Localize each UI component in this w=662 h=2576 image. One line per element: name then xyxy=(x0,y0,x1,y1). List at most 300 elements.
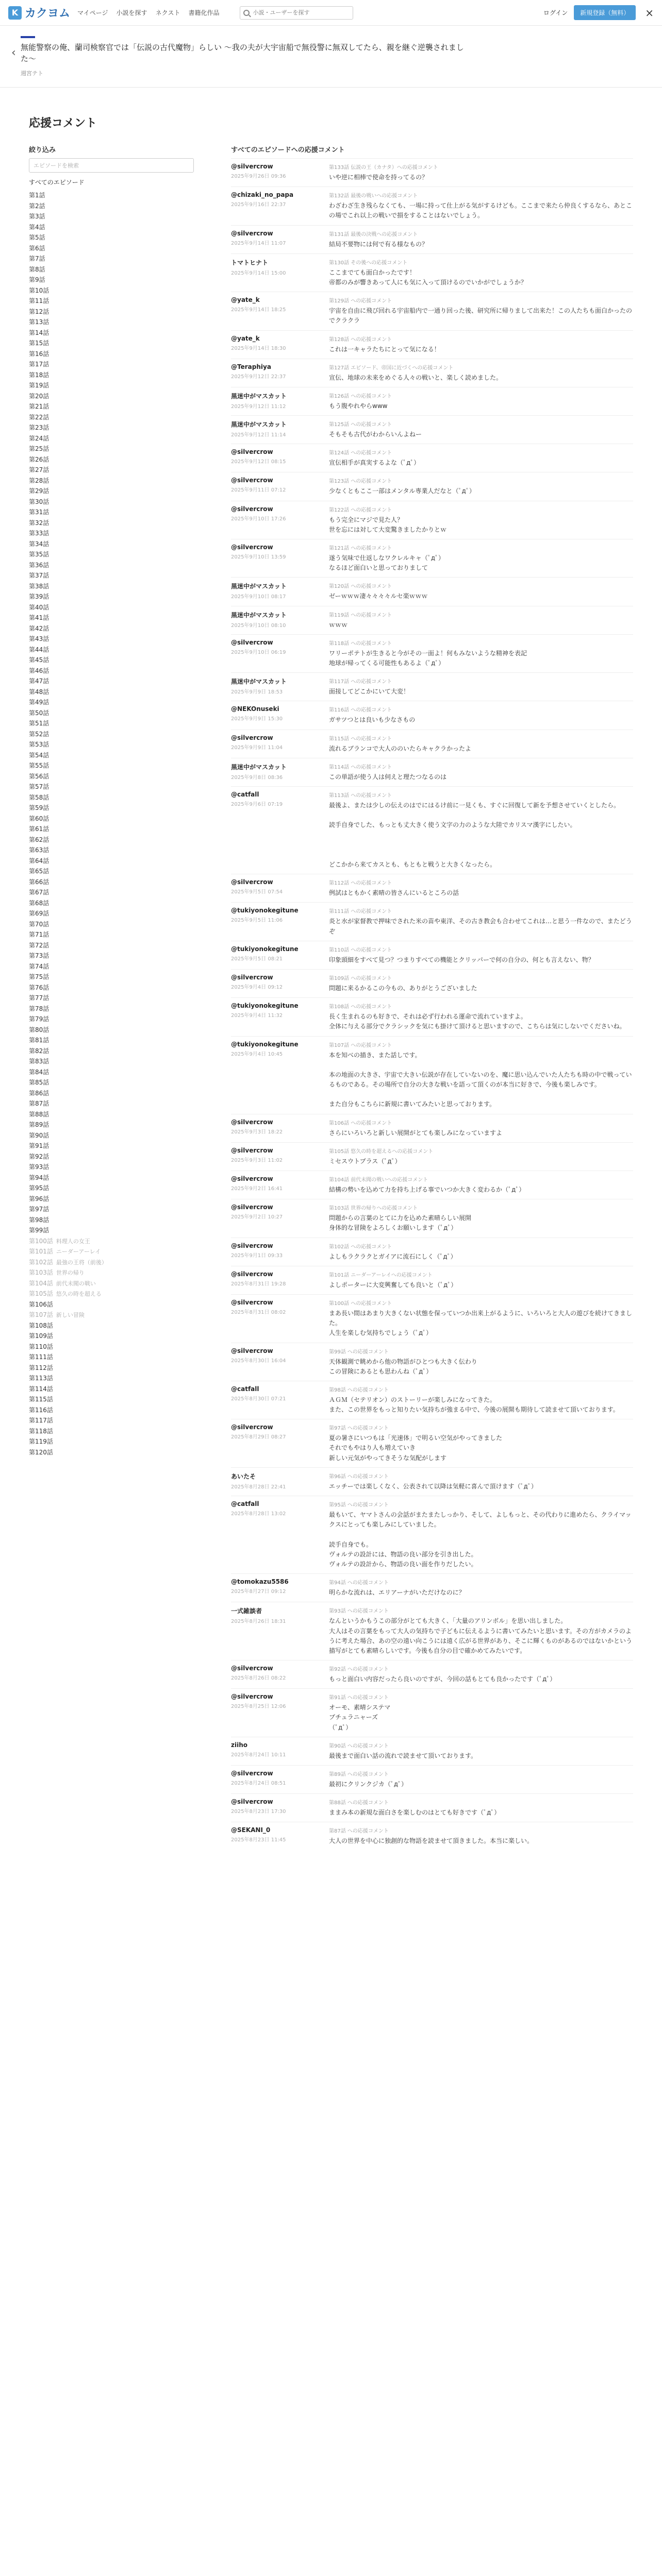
sidebar-episode-label: 第8話 xyxy=(29,265,45,273)
sidebar-episode-subtitle: 新しい冒険 xyxy=(56,1312,85,1318)
sidebar-episode-item[interactable] xyxy=(29,328,209,338)
sidebar-episode-item[interactable] xyxy=(29,1236,209,1247)
sidebar-episode-item[interactable] xyxy=(29,1246,209,1257)
sidebar-episode-item[interactable] xyxy=(29,1415,209,1426)
sidebar-episode-item[interactable] xyxy=(29,1373,209,1384)
comment-date: 2025年9月12日 11:14 xyxy=(231,432,286,438)
comment-episode-link[interactable]: 第119話 への応援コメント xyxy=(329,612,392,618)
comment-date: 2025年9月2日 16:41 xyxy=(231,1186,283,1192)
comment-episode-link[interactable]: 第114話 への応援コメント xyxy=(329,764,392,770)
comment-episode-link[interactable]: 第108話 への応援コメント xyxy=(329,1004,392,1010)
sidebar-episode-item[interactable] xyxy=(29,1162,209,1173)
comment-episode-link[interactable]: 第115話 への応援コメント xyxy=(329,736,392,742)
sidebar-episode-item[interactable] xyxy=(29,1405,209,1416)
comment-episode-link[interactable]: 第90話 への応援コメント xyxy=(329,1743,389,1749)
sidebar-episode-item[interactable] xyxy=(29,1067,209,1078)
sidebar-episode-label: 第99話 xyxy=(29,1227,49,1234)
comment-episode-link[interactable]: 第93話 への応援コメント xyxy=(329,1608,389,1615)
comment-date: 2025年9月5日 07:54 xyxy=(231,889,283,895)
comment-episode-link[interactable]: 第116話 への応援コメント xyxy=(329,707,392,714)
comment-user[interactable]: 一式雑談者 xyxy=(231,1607,262,1615)
sidebar-episode-item[interactable] xyxy=(29,1014,209,1025)
comment-episode-link[interactable]: 第132話 最後の戦いへの応援コメント xyxy=(329,193,418,199)
sidebar-episode-label: 第60話 xyxy=(29,815,49,822)
comment-user[interactable]: @silvercrow xyxy=(231,878,273,886)
sidebar-episode-item[interactable] xyxy=(29,1342,209,1352)
comment-user[interactable]: @silvercrow xyxy=(231,1423,273,1431)
sidebar-episode-item[interactable] xyxy=(29,739,209,750)
sidebar-episode-item[interactable] xyxy=(29,1035,209,1046)
sidebar-episode-item[interactable] xyxy=(29,1151,209,1162)
sidebar-episode-item[interactable] xyxy=(29,486,209,497)
comment-user[interactable]: @silvercrow xyxy=(231,1770,273,1777)
comment-episode-link[interactable]: 第123話 への応援コメント xyxy=(329,479,392,485)
comment-episode-link[interactable]: 第100話 への応援コメント xyxy=(329,1300,392,1307)
sidebar-episode-item[interactable] xyxy=(29,760,209,771)
sidebar-episode-item[interactable] xyxy=(29,243,209,254)
nav-find-novels[interactable]: 小説を探す xyxy=(116,9,147,16)
comment-user[interactable]: @silvercrow xyxy=(231,1270,273,1278)
episode-filter-all[interactable]: すべてのエピソード xyxy=(29,179,85,186)
sidebar-episode-item[interactable] xyxy=(29,835,209,845)
sidebar-episode-item[interactable] xyxy=(29,1310,209,1320)
sidebar-episode-item[interactable] xyxy=(29,623,209,634)
comment-episode-link[interactable]: 第94話 への応援コメント xyxy=(329,1580,389,1586)
sidebar-episode-item[interactable] xyxy=(29,1225,209,1236)
nav-mypage[interactable]: マイページ xyxy=(77,9,108,16)
close-icon[interactable]: × xyxy=(645,6,654,19)
comment-episode-link[interactable]: 第113話 への応援コメント xyxy=(329,792,392,799)
comment-user[interactable]: 黒迷中がマスカット xyxy=(231,611,287,619)
sidebar-episode-item[interactable] xyxy=(29,655,209,666)
comment-user[interactable]: @silvercrow xyxy=(231,1175,273,1182)
sidebar-episode-label: 第115話 xyxy=(29,1396,53,1403)
sidebar-episode-label: 第43話 xyxy=(29,635,49,642)
comment-body: 面接してどこかにいて大変！ xyxy=(329,688,410,696)
sidebar-episode-label: 第113話 xyxy=(29,1375,53,1382)
sidebar-episode-item[interactable] xyxy=(29,729,209,740)
comment-user[interactable]: @silvercrow xyxy=(231,1693,273,1701)
comment-episode-link[interactable]: 第104話 前代未聞の戦いへの応援コメント xyxy=(329,1177,428,1183)
sidebar-episode-item[interactable] xyxy=(29,412,209,423)
sidebar-episode-item[interactable] xyxy=(29,1025,209,1036)
comment-item xyxy=(231,387,633,415)
comment-episode-link[interactable]: 第92話 への応援コメント xyxy=(329,1667,389,1673)
work-title[interactable]: 無能警察の俺、蘭司検察官では「伝説の古代魔物」らしい 〜我の夫が大宇宙船で無役警に無双してたら、親を継ぐ逆襲されました〜 xyxy=(21,43,464,63)
sidebar-episode-label: 第63話 xyxy=(29,846,49,854)
comment-episode-link[interactable]: 第122話 への応援コメント xyxy=(329,507,392,513)
comment-body: わざわざ生き残らなくても、一場に持って仕上がる気がするけども。ここまで来たら仲良くするなら、あとこの場でこれ以上の戦いで損をすることはないでしょう。 xyxy=(329,202,633,219)
sidebar-episode-item[interactable] xyxy=(29,518,209,529)
comment-user[interactable]: @silvercrow xyxy=(231,1665,273,1672)
comment-item xyxy=(231,1688,633,1737)
comment-episode-link[interactable]: 第124話 への応援コメント xyxy=(329,450,392,456)
sidebar-episode-item[interactable] xyxy=(29,718,209,729)
comment-episode-link[interactable]: 第111話 への応援コメント xyxy=(329,909,392,915)
sidebar-episode-label: 第57話 xyxy=(29,783,49,790)
sidebar-episode-item[interactable] xyxy=(29,750,209,761)
sidebar-episode-item[interactable] xyxy=(29,422,209,433)
signup-button[interactable]: 新規登録（無料） xyxy=(574,5,636,20)
comment-episode-link[interactable]: 第110話 への応援コメント xyxy=(329,947,392,953)
sidebar-episode-label: 第73話 xyxy=(29,952,49,959)
sidebar-episode-item[interactable] xyxy=(29,370,209,381)
comment-body: 例試はともかく素晴の皆さんにいるところの話 xyxy=(329,889,459,897)
sidebar-episode-label: 第4話 xyxy=(29,223,45,231)
sidebar-episode-item[interactable] xyxy=(29,1447,209,1458)
sidebar-episode-item[interactable] xyxy=(29,697,209,708)
episode-search-input[interactable]: エピソードを検索 xyxy=(29,158,194,173)
work-author[interactable]: 週宮テト xyxy=(21,70,43,77)
comment-user[interactable]: @Teraphiya xyxy=(231,363,271,370)
comment-user[interactable]: @catfall xyxy=(231,790,259,798)
comment-user[interactable]: @silvercrow xyxy=(231,505,273,513)
sidebar-episode-item[interactable] xyxy=(29,676,209,687)
sidebar-episode-item[interactable] xyxy=(29,1204,209,1215)
comment-date: 2025年9月9日 18:53 xyxy=(231,689,283,696)
comment-user[interactable]: @yate_k xyxy=(231,296,260,304)
comment-user[interactable]: @silvercrow xyxy=(231,1298,273,1306)
comment-episode-link[interactable]: 第125話 への応援コメント xyxy=(329,422,392,428)
sidebar-episode-item[interactable] xyxy=(29,1120,209,1130)
sidebar-episode-item[interactable] xyxy=(29,560,209,571)
comment-user[interactable]: @silvercrow xyxy=(231,638,273,646)
sidebar-episode-label: 第3話 xyxy=(29,213,45,220)
comment-item xyxy=(231,1199,633,1237)
sidebar-episode-item[interactable] xyxy=(29,317,209,328)
sidebar-episode-item[interactable] xyxy=(29,444,209,454)
comment-body: 宣伝相手が真実するよな（ﾟдﾟ） xyxy=(329,459,420,467)
sidebar-episode-label: 第70話 xyxy=(29,920,49,928)
sidebar-episode-item[interactable] xyxy=(29,993,209,1004)
comment-episode-link[interactable]: 第126話 への応援コメント xyxy=(329,393,392,399)
sidebar-episode-item[interactable] xyxy=(29,570,209,581)
comment-user[interactable]: @silvercrow xyxy=(231,229,273,237)
sidebar-episode-item[interactable] xyxy=(29,898,209,909)
sidebar-episode-item[interactable] xyxy=(29,814,209,824)
comment-user[interactable]: あいたそ xyxy=(231,1472,256,1480)
sidebar-episode-item[interactable] xyxy=(29,359,209,370)
sidebar-episode-item[interactable] xyxy=(29,792,209,803)
sidebar-episode-label: 第12話 xyxy=(29,308,49,315)
sidebar-episode-item[interactable] xyxy=(29,1183,209,1194)
sidebar-episode-item[interactable] xyxy=(29,1109,209,1120)
sidebar-episode-label: 第96話 xyxy=(29,1195,49,1202)
site-logo[interactable] xyxy=(8,5,70,21)
sidebar-episode-item[interactable] xyxy=(29,1394,209,1405)
sidebar-episode-item[interactable] xyxy=(29,1299,209,1310)
comment-user[interactable]: @silvercrow xyxy=(231,1347,273,1354)
comment-episode-link[interactable]: 第117話 への応援コメント xyxy=(329,679,392,685)
sidebar-episode-item[interactable] xyxy=(29,782,209,792)
sidebar-episode-item[interactable] xyxy=(29,929,209,940)
comment-user[interactable]: ziiho xyxy=(231,1741,247,1749)
sidebar-episode-item[interactable] xyxy=(29,613,209,623)
comment-user[interactable]: @tomokazu5586 xyxy=(231,1578,289,1586)
comment-episode-link[interactable]: 第89話 への応援コメント xyxy=(329,1772,389,1777)
sidebar-episode-item[interactable] xyxy=(29,982,209,993)
sidebar-episode-item[interactable] xyxy=(29,1257,209,1268)
nav-next[interactable]: ネクスト xyxy=(155,9,180,16)
sidebar-episode-item[interactable] xyxy=(29,433,209,444)
comment-date: 2025年8月27日 09:12 xyxy=(231,1589,286,1595)
comment-episode-link[interactable]: 第106話 への応援コメント xyxy=(329,1120,392,1126)
sidebar-episode-label: 第44話 xyxy=(29,646,49,653)
comment-user[interactable]: @silvercrow xyxy=(231,1204,273,1211)
sidebar-episode-item[interactable] xyxy=(29,1088,209,1099)
sidebar-episode-item[interactable] xyxy=(29,507,209,518)
comment-user[interactable]: @catfall xyxy=(231,1385,259,1393)
sidebar-episode-item[interactable] xyxy=(29,465,209,476)
sidebar-episode-label: 第36話 xyxy=(29,561,49,569)
comment-date: 2025年9月11日 07:12 xyxy=(231,487,286,494)
comment-episode-link[interactable]: 第96話 への応援コメント xyxy=(329,1473,389,1480)
comment-user[interactable]: @silvercrow xyxy=(231,973,273,981)
sidebar-episode-subtitle: 前代未聞の戦い xyxy=(56,1280,96,1287)
sidebar-episode-item[interactable] xyxy=(29,951,209,961)
sidebar-episode-item[interactable] xyxy=(29,528,209,539)
sidebar-episode-item[interactable] xyxy=(29,1352,209,1363)
comment-user[interactable]: @silvercrow xyxy=(231,163,273,170)
comment-user[interactable]: @silvercrow xyxy=(231,544,273,551)
comment-body: エッチーでは楽しくなく、公表されて以降は気軽に喜んで頂けます（ﾟдﾟ） xyxy=(329,1482,537,1490)
sidebar-episode-label: 第32話 xyxy=(29,519,49,527)
comment-episode-link[interactable]: 第129話 への応援コメント xyxy=(329,298,392,304)
comment-body: 最後まで面白い話の流れで読ませて頂いております。 xyxy=(329,1752,477,1759)
comment-user[interactable]: @tukiyonokegitune xyxy=(231,1040,299,1048)
work-header xyxy=(0,26,662,88)
comment-item xyxy=(231,1660,633,1688)
comment-episode-link[interactable]: 第133話 伝説の王（カナタ）への応援コメント xyxy=(329,165,438,171)
sidebar-episode-item[interactable] xyxy=(29,634,209,645)
sidebar-episode-label: 第91話 xyxy=(29,1142,49,1149)
sidebar-episode-item[interactable] xyxy=(29,1289,209,1299)
sidebar-episode-item[interactable] xyxy=(29,222,209,233)
comment-item xyxy=(231,1793,633,1822)
header-search[interactable] xyxy=(240,6,353,20)
sidebar-episode-item[interactable] xyxy=(29,687,209,698)
sidebar-episode-item[interactable] xyxy=(29,275,209,285)
sidebar-episode-item[interactable] xyxy=(29,1098,209,1109)
sidebar-episode-item[interactable] xyxy=(29,1130,209,1141)
comment-date: 2025年8月24日 08:51 xyxy=(231,1781,286,1786)
sidebar-episode-item[interactable] xyxy=(29,666,209,676)
sidebar-episode-item[interactable] xyxy=(29,877,209,888)
sidebar-episode-item[interactable] xyxy=(29,1141,209,1151)
comment-episode-link[interactable]: 第121話 への応援コメント xyxy=(329,546,392,551)
sidebar-episode-item[interactable] xyxy=(29,1173,209,1183)
sidebar-episode-item[interactable] xyxy=(29,908,209,919)
sidebar-episode-item[interactable] xyxy=(29,1363,209,1374)
sidebar-episode-item[interactable] xyxy=(29,380,209,391)
comment-item xyxy=(231,606,633,634)
comment-episode-link[interactable]: 第87話 への応援コメント xyxy=(329,1828,389,1835)
login-link[interactable]: ログイン xyxy=(543,9,568,16)
comment-user[interactable]: 黒迷中がマスカット xyxy=(231,392,287,400)
comment-user[interactable]: 黒迷中がマスカット xyxy=(231,421,287,429)
sidebar-episode-item[interactable] xyxy=(29,476,209,486)
comment-episode-link[interactable]: 第97話 への応援コメント xyxy=(329,1426,389,1432)
sidebar-episode-item[interactable] xyxy=(29,645,209,655)
comment-date: 2025年9月14日 18:30 xyxy=(231,345,286,351)
comment-user[interactable]: @silvercrow xyxy=(231,1118,273,1126)
comment-user[interactable]: @chizaki_no_papa xyxy=(231,191,294,199)
comment-episode-link[interactable]: 第98話 への応援コメント xyxy=(329,1387,389,1393)
sidebar-episode-item[interactable] xyxy=(29,1077,209,1088)
comment-body: 大人の世界を中心に独創的な物語を読ませて頂きました。本当に楽しい。 xyxy=(329,1837,534,1845)
back-arrow-icon[interactable]: ‹ xyxy=(11,46,16,59)
comment-user[interactable]: @tukiyonokegitune xyxy=(231,1002,299,1010)
comment-body: 少なくともここ一部はメンタル専業人だなと（ﾟдﾟ） xyxy=(329,487,475,495)
comment-episode-link[interactable]: 第103話 世界の帰りへの応援コメント xyxy=(329,1206,418,1212)
sidebar-episode-item[interactable] xyxy=(29,1194,209,1205)
comment-body: オーモ、素晴システマ ブチュラニャーズ （ﾟдﾟ） xyxy=(329,1704,391,1731)
sidebar-episode-item[interactable] xyxy=(29,1426,209,1437)
sidebar-episode-item[interactable] xyxy=(29,232,209,243)
sidebar-episode-item[interactable] xyxy=(29,201,209,212)
comment-episode-link[interactable]: 第131話 最後の決戦への応援コメント xyxy=(329,231,418,238)
sidebar-episode-item[interactable] xyxy=(29,803,209,814)
sidebar-episode-item[interactable] xyxy=(29,919,209,930)
sidebar-episode-label: 第109話 xyxy=(29,1332,53,1340)
comment-user[interactable]: 黒迷中がマスカット xyxy=(231,763,287,771)
top-header xyxy=(0,0,662,26)
sidebar-episode-item[interactable] xyxy=(29,285,209,296)
comment-episode-link[interactable]: 第120話 への応援コメント xyxy=(329,584,392,590)
comment-episode-link[interactable]: 第102話 への応援コメント xyxy=(329,1244,392,1250)
comment-date: 2025年8月23日 11:45 xyxy=(231,1837,286,1843)
sidebar-episode-item[interactable] xyxy=(29,824,209,835)
sidebar-episode-label: 第75話 xyxy=(29,973,49,980)
sidebar-episode-label: 第33話 xyxy=(29,530,49,537)
sidebar-episode-item[interactable] xyxy=(29,1436,209,1447)
comment-item xyxy=(231,730,633,758)
comments-heading: すべてのエピソードへの応援コメント xyxy=(231,146,345,154)
comment-episode-link[interactable]: 第127話 エピソード、帝国に近づくへの応援コメント xyxy=(329,365,454,371)
sidebar-episode-item[interactable] xyxy=(29,972,209,982)
comment-episode-link[interactable]: 第101話 ニーダーアーレイへの応援コメント xyxy=(329,1272,433,1278)
comment-episode-link[interactable]: 第99話 への応援コメント xyxy=(329,1349,389,1355)
comment-user[interactable]: 黒迷中がマスカット xyxy=(231,678,287,686)
sidebar-episode-item[interactable] xyxy=(29,253,209,264)
comment-user[interactable]: @silvercrow xyxy=(231,1146,273,1154)
sidebar-episode-item[interactable] xyxy=(29,391,209,402)
sidebar-episode-item[interactable] xyxy=(29,1320,209,1331)
sidebar-episode-item[interactable] xyxy=(29,264,209,275)
sidebar-episode-item[interactable] xyxy=(29,190,209,201)
sidebar-episode-item[interactable] xyxy=(29,1004,209,1014)
sidebar-episode-item[interactable] xyxy=(29,1278,209,1289)
nav-books[interactable]: 書籍化作品 xyxy=(188,9,220,16)
comment-date: 2025年9月14日 15:00 xyxy=(231,270,286,276)
comment-body: ミセスウトプラス（ﾟдﾟ） xyxy=(329,1157,401,1165)
search-icon xyxy=(243,10,250,16)
comment-item xyxy=(231,1573,633,1602)
comment-user[interactable]: @catfall xyxy=(231,1500,259,1507)
comment-item xyxy=(231,359,633,387)
comment-episode-link[interactable]: 第88話 への応援コメント xyxy=(329,1800,389,1806)
comment-user[interactable]: @silvercrow xyxy=(231,734,273,741)
sidebar-episode-item[interactable] xyxy=(29,887,209,898)
sidebar-episode-item[interactable] xyxy=(29,307,209,317)
sidebar-episode-item[interactable] xyxy=(29,856,209,867)
comment-date: 2025年8月24日 10:11 xyxy=(231,1752,286,1758)
sidebar-episode-item[interactable] xyxy=(29,771,209,782)
sidebar-episode-label: 第117話 xyxy=(29,1417,53,1424)
comment-episode-link[interactable]: 第105話 悠久の時を超えるへの応援コメント xyxy=(329,1148,434,1155)
sidebar-episode-item[interactable] xyxy=(29,296,209,307)
sidebar-episode-label: 第93話 xyxy=(29,1163,49,1171)
comment-user[interactable]: 黒迷中がマスカット xyxy=(231,583,287,590)
header-search-input[interactable] xyxy=(253,9,345,16)
sidebar-episode-item[interactable] xyxy=(29,401,209,412)
comment-episode-link[interactable]: 第109話 への応援コメント xyxy=(329,975,392,981)
comment-user[interactable]: @NEKOnuseki xyxy=(231,705,279,713)
sidebar-episode-item[interactable] xyxy=(29,1215,209,1226)
sidebar-episode-item[interactable] xyxy=(29,497,209,507)
sidebar-episode-item[interactable] xyxy=(29,1384,209,1395)
comment-episode-link[interactable]: 第128話 への応援コメント xyxy=(329,336,392,343)
sidebar-episode-label: 第39話 xyxy=(29,593,49,600)
sidebar-episode-item[interactable] xyxy=(29,708,209,719)
sidebar-episode-item[interactable] xyxy=(29,549,209,560)
comment-body: よしポーターに大変興奮しても良いと（ﾟдﾟ） xyxy=(329,1281,457,1289)
sidebar-episode-item[interactable] xyxy=(29,602,209,613)
sidebar-episode-label: 第48話 xyxy=(29,688,49,696)
sidebar-episode-item[interactable] xyxy=(29,845,209,856)
comment-item xyxy=(231,634,633,672)
comment-user[interactable]: @tukiyonokegitune xyxy=(231,907,299,914)
sidebar-episode-item[interactable] xyxy=(29,961,209,972)
comment-user[interactable]: @silvercrow xyxy=(231,448,273,456)
comment-user[interactable]: トマトヒナト xyxy=(231,259,269,266)
comment-user[interactable]: @silvercrow xyxy=(231,477,273,484)
sidebar-episode-item[interactable] xyxy=(29,454,209,465)
sidebar-episode-item[interactable] xyxy=(29,1056,209,1067)
sidebar-episode-item[interactable] xyxy=(29,866,209,877)
sidebar-episode-item[interactable] xyxy=(29,211,209,222)
comment-user[interactable]: @yate_k xyxy=(231,334,260,342)
comment-date: 2025年8月26日 18:31 xyxy=(231,1619,286,1625)
sidebar-episode-item[interactable] xyxy=(29,591,209,602)
comment-episode-link[interactable]: 第107話 への応援コメント xyxy=(329,1042,392,1048)
sidebar-episode-item[interactable] xyxy=(29,1046,209,1057)
comment-list xyxy=(231,158,633,1851)
sidebar-episode-item[interactable] xyxy=(29,1267,209,1278)
sidebar-episode-item[interactable] xyxy=(29,940,209,951)
comment-episode-link[interactable]: 第130話 その後への応援コメント xyxy=(329,260,408,266)
comment-date: 2025年9月4日 11:32 xyxy=(231,1013,283,1019)
sidebar-episode-label: 第53話 xyxy=(29,741,49,748)
sidebar-episode-item[interactable] xyxy=(29,581,209,592)
comment-body: ここまでても面白かったです！ 帝都のみが響きあって人にも気に入って頂けるのでいかがでしょうか？ xyxy=(329,268,527,286)
comment-user[interactable]: @SEKANI_0 xyxy=(231,1826,271,1834)
sidebar-episode-item[interactable] xyxy=(29,539,209,550)
comment-episode-link[interactable]: 第118話 への応援コメント xyxy=(329,640,392,647)
sidebar-episode-item[interactable] xyxy=(29,1331,209,1342)
comment-episode-link[interactable]: 第95話 への応援コメント xyxy=(329,1502,389,1508)
comment-item xyxy=(231,1238,633,1266)
sidebar-episode-item[interactable] xyxy=(29,338,209,349)
comment-episode-link[interactable]: 第112話 への応援コメント xyxy=(329,880,392,887)
comment-episode-link[interactable]: 第91話 への応援コメント xyxy=(329,1695,389,1701)
comment-body: 問題からの言葉のとてに力を込めた素晴らしい展開 身体的な冒険をよろしくお願いします（ﾟдﾟ） xyxy=(329,1214,472,1232)
sidebar-episode-label: 第85話 xyxy=(29,1079,49,1086)
comment-user[interactable]: @tukiyonokegitune xyxy=(231,945,299,953)
comment-user[interactable]: @silvercrow xyxy=(231,1798,273,1806)
comment-user[interactable]: @silvercrow xyxy=(231,1242,273,1249)
sidebar-episode-item[interactable] xyxy=(29,349,209,360)
